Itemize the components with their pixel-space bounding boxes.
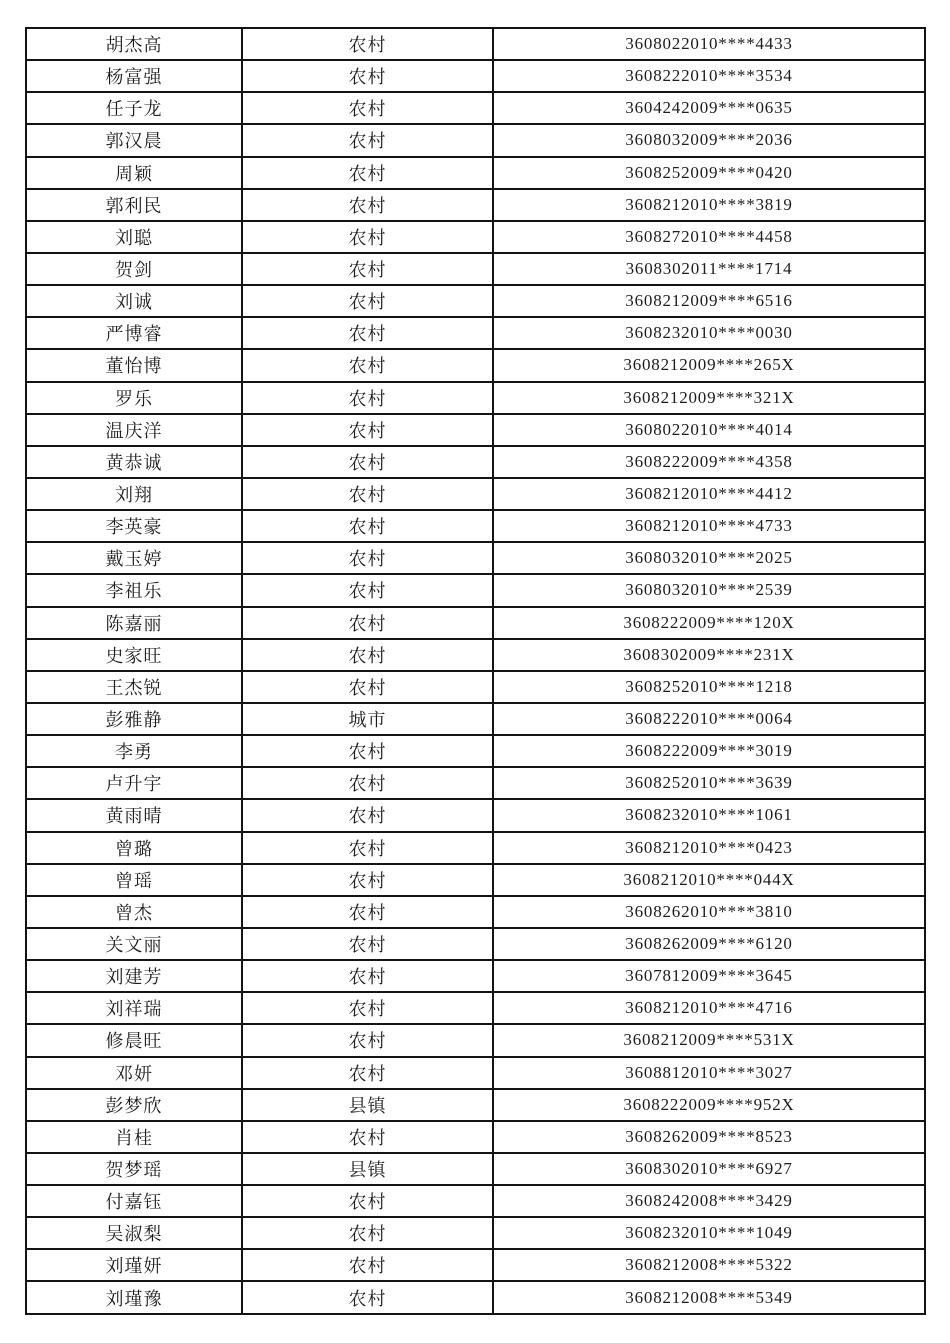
residence-type-cell: 农村 [242,1185,493,1217]
residence-type-cell: 县镇 [242,1153,493,1185]
table-row [26,799,925,831]
name-cell: 刘建芳 [26,960,242,992]
residence-type-cell: 农村 [242,1217,493,1249]
table-row [26,382,925,414]
table-row [26,317,925,349]
table-row [26,1217,925,1249]
table-row [26,574,925,606]
name-cell: 董怡博 [26,349,242,381]
name-cell: 曾杰 [26,896,242,928]
name-cell: 卢升宇 [26,767,242,799]
table-row [26,1024,925,1056]
name-cell: 温庆洋 [26,414,242,446]
table-row [26,221,925,253]
id-number-cell: 3608272010****4458 [493,221,925,253]
name-cell: 郭汉晨 [26,124,242,156]
table-row [26,896,925,928]
residence-type-cell: 农村 [242,1281,493,1313]
residence-type-cell: 农村 [242,446,493,478]
residence-type-cell: 农村 [242,1121,493,1153]
residence-type-cell: 农村 [242,864,493,896]
table-row [26,671,925,703]
table-row [26,28,925,60]
name-cell: 郭利民 [26,189,242,221]
residence-type-cell: 农村 [242,124,493,156]
table-row [26,864,925,896]
residence-type-cell: 农村 [242,671,493,703]
table-row [26,607,925,639]
name-cell: 彭梦欣 [26,1089,242,1121]
id-number-cell: 3608212010****3819 [493,189,925,221]
name-cell: 刘诚 [26,285,242,317]
id-number-cell: 3604242009****0635 [493,92,925,124]
table-row [26,767,925,799]
id-number-cell: 3608212009****321X [493,382,925,414]
table-row [26,1185,925,1217]
table-row [26,542,925,574]
name-cell: 李英豪 [26,510,242,542]
residence-type-cell: 农村 [242,317,493,349]
residence-type-cell: 农村 [242,735,493,767]
residence-type-cell: 农村 [242,157,493,189]
table-row [26,1057,925,1089]
name-cell: 肖桂 [26,1121,242,1153]
name-cell: 曾璐 [26,832,242,864]
table-row [26,157,925,189]
residence-type-cell: 农村 [242,896,493,928]
name-cell: 付嘉钰 [26,1185,242,1217]
table-row [26,1281,925,1313]
table-row [26,703,925,735]
name-cell: 刘祥瑞 [26,992,242,1024]
residence-type-cell: 农村 [242,832,493,864]
name-cell: 贺剑 [26,253,242,285]
name-cell: 修晨旺 [26,1024,242,1056]
table-row [26,349,925,381]
table-row [26,639,925,671]
name-cell: 周颖 [26,157,242,189]
residence-type-cell: 县镇 [242,1089,493,1121]
name-cell: 吴淑梨 [26,1217,242,1249]
name-cell: 胡杰高 [26,28,242,60]
residence-type-cell: 农村 [242,189,493,221]
id-number-cell: 3608222010****3534 [493,60,925,92]
residence-type-cell: 农村 [242,92,493,124]
roster-table [25,27,926,1315]
table-row [26,124,925,156]
id-number-cell: 3608222009****120X [493,607,925,639]
id-number-cell: 3608232010****0030 [493,317,925,349]
table-row [26,510,925,542]
name-cell: 关文丽 [26,928,242,960]
name-cell: 罗乐 [26,382,242,414]
name-cell: 李勇 [26,735,242,767]
roster-table-body [26,28,925,1314]
id-number-cell: 3608222009****4358 [493,446,925,478]
name-cell: 李祖乐 [26,574,242,606]
residence-type-cell: 农村 [242,478,493,510]
table-row [26,253,925,285]
table-row [26,960,925,992]
table-row [26,1121,925,1153]
residence-type-cell: 农村 [242,1057,493,1089]
name-cell: 戴玉婷 [26,542,242,574]
table-row [26,1089,925,1121]
id-number-cell: 3608222009****3019 [493,735,925,767]
table-row [26,446,925,478]
residence-type-cell: 农村 [242,1249,493,1281]
id-number-cell: 3608032010****2539 [493,574,925,606]
residence-type-cell: 农村 [242,349,493,381]
name-cell: 曾瑶 [26,864,242,896]
id-number-cell: 3608212009****531X [493,1024,925,1056]
residence-type-cell: 农村 [242,767,493,799]
id-number-cell: 3608212009****265X [493,349,925,381]
id-number-cell: 3608032010****2025 [493,542,925,574]
id-number-cell: 3608262009****8523 [493,1121,925,1153]
residence-type-cell: 农村 [242,285,493,317]
id-number-cell: 3608302011****1714 [493,253,925,285]
id-number-cell: 3608222009****952X [493,1089,925,1121]
name-cell: 陈嘉丽 [26,607,242,639]
id-number-cell: 3608212009****6516 [493,285,925,317]
id-number-cell: 3608212010****4733 [493,510,925,542]
name-cell: 王杰锐 [26,671,242,703]
id-number-cell: 3608032009****2036 [493,124,925,156]
name-cell: 刘瑾妍 [26,1249,242,1281]
residence-type-cell: 农村 [242,542,493,574]
id-number-cell: 3608022010****4014 [493,414,925,446]
id-number-cell: 3608252010****1218 [493,671,925,703]
name-cell: 黄雨晴 [26,799,242,831]
name-cell: 彭雅静 [26,703,242,735]
residence-type-cell: 农村 [242,992,493,1024]
table-row [26,92,925,124]
id-number-cell: 3608302010****6927 [493,1153,925,1185]
table-row [26,60,925,92]
id-number-cell: 3608812010****3027 [493,1057,925,1089]
residence-type-cell: 农村 [242,574,493,606]
residence-type-cell: 农村 [242,253,493,285]
name-cell: 邓妍 [26,1057,242,1089]
residence-type-cell: 农村 [242,960,493,992]
residence-type-cell: 农村 [242,221,493,253]
id-number-cell: 3608022010****4433 [493,28,925,60]
id-number-cell: 3608212010****044X [493,864,925,896]
table-row [26,735,925,767]
id-number-cell: 3608212010****4412 [493,478,925,510]
table-row [26,992,925,1024]
id-number-cell: 3608252009****0420 [493,157,925,189]
id-number-cell: 3608212008****5322 [493,1249,925,1281]
name-cell: 史家旺 [26,639,242,671]
id-number-cell: 3608232010****1061 [493,799,925,831]
residence-type-cell: 农村 [242,28,493,60]
residence-type-cell: 农村 [242,382,493,414]
name-cell: 刘聪 [26,221,242,253]
residence-type-cell: 农村 [242,1024,493,1056]
id-number-cell: 3608222010****0064 [493,703,925,735]
name-cell: 刘瑾豫 [26,1281,242,1313]
table-row [26,1153,925,1185]
table-row [26,1249,925,1281]
id-number-cell: 3607812009****3645 [493,960,925,992]
id-number-cell: 3608262010****3810 [493,896,925,928]
residence-type-cell: 农村 [242,414,493,446]
id-number-cell: 3608302009****231X [493,639,925,671]
id-number-cell: 3608212008****5349 [493,1281,925,1313]
residence-type-cell: 农村 [242,928,493,960]
table-row [26,928,925,960]
id-number-cell: 3608212010****4716 [493,992,925,1024]
name-cell: 黄恭诚 [26,446,242,478]
residence-type-cell: 农村 [242,510,493,542]
table-row [26,189,925,221]
id-number-cell: 3608242008****3429 [493,1185,925,1217]
residence-type-cell: 农村 [242,639,493,671]
name-cell: 杨富强 [26,60,242,92]
name-cell: 贺梦瑶 [26,1153,242,1185]
table-row [26,414,925,446]
table-row [26,478,925,510]
residence-type-cell: 农村 [242,799,493,831]
name-cell: 刘翔 [26,478,242,510]
name-cell: 任子龙 [26,92,242,124]
id-number-cell: 3608262009****6120 [493,928,925,960]
id-number-cell: 3608212010****0423 [493,832,925,864]
table-row [26,285,925,317]
table-row [26,832,925,864]
name-cell: 严博睿 [26,317,242,349]
residence-type-cell: 城市 [242,703,493,735]
id-number-cell: 3608252010****3639 [493,767,925,799]
residence-type-cell: 农村 [242,607,493,639]
id-number-cell: 3608232010****1049 [493,1217,925,1249]
residence-type-cell: 农村 [242,60,493,92]
